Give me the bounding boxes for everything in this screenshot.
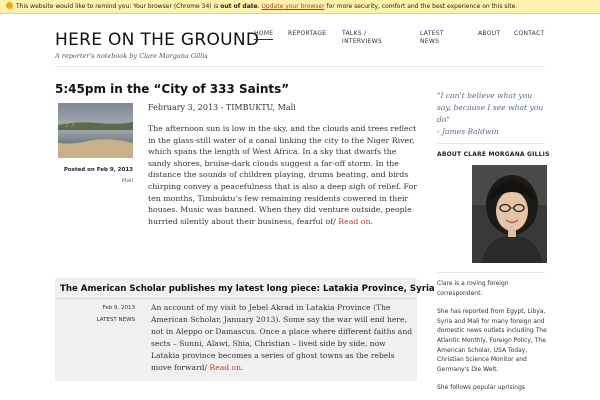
warning-out-of-date: out of date — [220, 3, 258, 10]
latest-news-post — [55, 278, 435, 381]
nav-reportage[interactable]: REPORTAGE — [288, 30, 327, 37]
header-divider — [55, 66, 545, 67]
read-on-link[interactable]: Read on — [338, 216, 371, 226]
warning-icon — [6, 2, 13, 9]
post-excerpt — [148, 123, 418, 227]
nav-about[interactable]: ABOUT — [478, 30, 501, 37]
nav-latest-line1: LATEST — [420, 30, 444, 37]
post-excerpt-period: . — [370, 216, 374, 226]
latest-news-text: An account of my visit to Jebel Akrad in Latakia Province (The American Scholar, January 2013). Some say the war will end here, not in Aleppo or Damascus. Once a place where different faiths and sects – Sunni, Alawi, Shia, Christian – lived side by side, now Latakia province becomes a series of ghost towns as the rebels move forward/ — [151, 303, 413, 372]
latest-news-header — [55, 278, 435, 299]
post-title[interactable]: 5:45pm in the “City of 333 Saints” — [55, 82, 290, 96]
latest-news-period: . — [240, 363, 244, 372]
post-date: Posted on Feb 9, 2013 — [63, 167, 133, 173]
latest-news-date: Feb 9, 2013 — [102, 305, 135, 311]
quote-text: "I can't believe what you say, because I see what you do" — [437, 91, 544, 124]
nav-latest-news[interactable] — [420, 30, 444, 46]
sidebar-divider-2 — [437, 272, 545, 273]
nav-home[interactable]: HOME — [254, 30, 273, 40]
nav-contact[interactable]: CONTACT — [514, 30, 545, 37]
about-paragraph-1: Clare is a roving foreign correspondent. — [437, 280, 509, 297]
post-thumbnail[interactable] — [58, 103, 133, 158]
update-browser-link[interactable]: Update your browser — [261, 3, 325, 10]
site-tagline: A reporter's notebook by Clare Morgana Gillis — [55, 52, 208, 60]
nav-talks-line1: TALKS / — [342, 30, 367, 37]
post-excerpt-text: The afternoon sun is low in the sky, and the clouds and trees reflect in the glass-still water of a canal linking the city to the Niger River, which spans the length of West Africa. In a sky that dwarfs the sandy shores, bruise-dark clouds suggest a far-off storm. In the distance the sounds of children playing, drums beating, and birds chirping convey a peacefulness that is also a deep sigh of relief. For ten months, Timbuktu’s few remaining residents cowered in their houses. Music was banned. When they did venture outside, people hurried silently about their business, fearful of/ — [148, 124, 417, 226]
latest-news-excerpt — [151, 302, 413, 374]
sidebar-quote — [437, 90, 545, 138]
post-dateline: February 3, 2013 - TIMBUKTU, Mali — [148, 103, 296, 112]
nav-talks-interviews[interactable] — [342, 30, 382, 46]
nav-latest-line2: NEWS — [420, 38, 440, 45]
nav-talks-line2: INTERVIEWS — [342, 38, 382, 45]
warning-text: This website would like to remind you: Your browser (Chrome 34) is — [16, 3, 219, 10]
about-heading: ABOUT CLARE MORGANA GILLIS — [437, 151, 550, 158]
warning-suffix: for more security, comfort and the best experience on this site. — [326, 3, 518, 10]
about-paragraph-3: She follows popular uprisings — [437, 384, 526, 392]
about-paragraph-2: She has reported from Egypt, Libya, Syria and Mali for many foreign and domestic news outlets including The Atlantic Monthly, Foreign Policy, The American Scholar, USA Today, Christian Science Monitor and Germany's Die Welt. — [437, 308, 547, 373]
browser-warning-bar — [0, 0, 600, 14]
sidebar-divider — [437, 143, 545, 144]
latest-news-read-on-link[interactable]: Read on — [209, 363, 241, 372]
about-text — [437, 279, 547, 400]
latest-news-title[interactable]: The American Scholar publishes my latest long piece: Latakia Province, Syria — [60, 284, 435, 294]
post-location[interactable]: Mali — [121, 178, 133, 184]
warning-sep: . — [257, 3, 260, 10]
author-portrait — [472, 165, 547, 263]
site-title[interactable]: HERE ON THE GROUND — [55, 30, 260, 50]
latest-news-category[interactable]: LATEST NEWS — [96, 317, 135, 323]
quote-author: - James Baldwin — [437, 127, 499, 136]
